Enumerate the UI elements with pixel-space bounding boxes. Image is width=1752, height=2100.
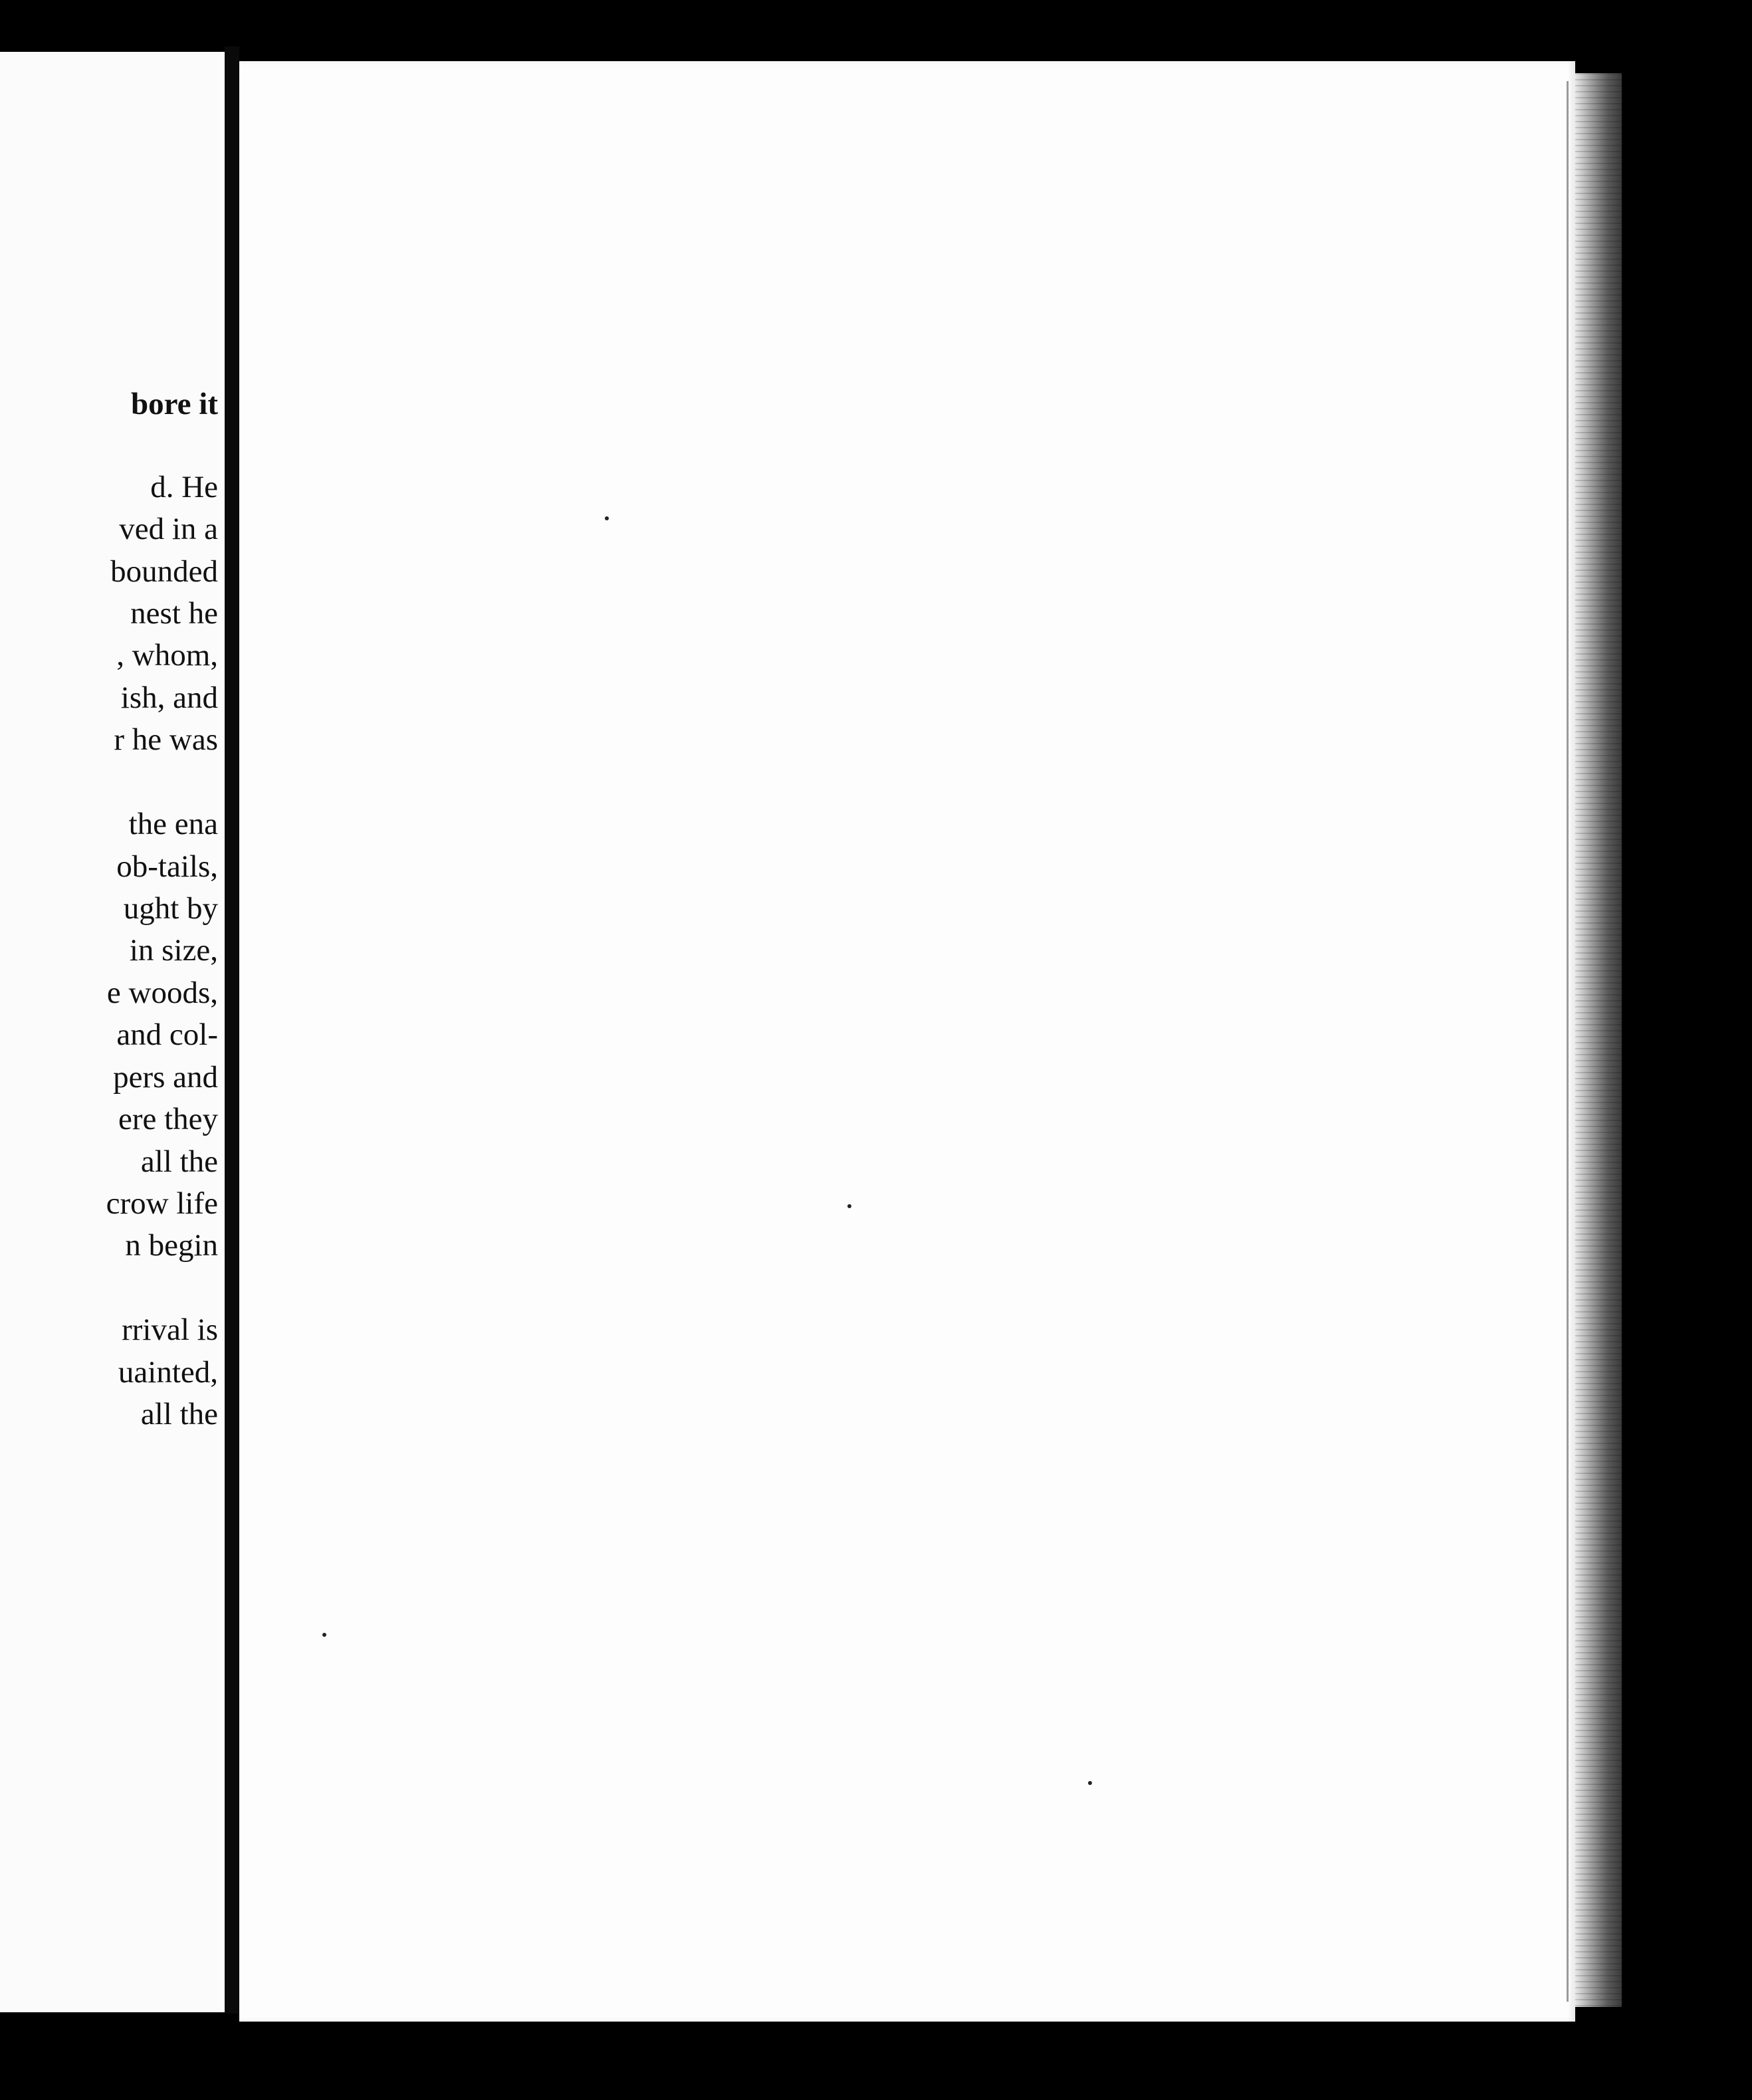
text-line: ish, and [120, 681, 218, 715]
text-line: all the [140, 1397, 218, 1431]
text-line: crow life [106, 1186, 218, 1221]
right-page-blank [239, 61, 1575, 2022]
dust-speck [605, 516, 609, 520]
text-line: uainted, [118, 1355, 218, 1390]
text-line: ught by [123, 891, 218, 926]
text-line: ved in a [119, 512, 218, 546]
text-line: ere they [118, 1102, 218, 1136]
text-line: rrival is [122, 1312, 218, 1347]
text-line: d. He [150, 470, 218, 504]
text-line: in size, [129, 933, 218, 968]
left-page [0, 52, 227, 2012]
text-line: r he was [114, 722, 218, 757]
text-line: , whom, [116, 638, 218, 673]
text-line: e woods, [106, 976, 218, 1010]
page-edge-line [1567, 81, 1569, 2002]
dust-speck [847, 1204, 851, 1208]
text-line: bounded [110, 554, 218, 589]
text-line: the ena [128, 807, 218, 841]
dust-speck [322, 1633, 326, 1637]
text-line: bore it [131, 387, 218, 421]
text-line: all the [140, 1144, 218, 1179]
text-line: n begin [125, 1228, 218, 1263]
text-line: nest he [130, 596, 218, 631]
dust-speck [1088, 1781, 1092, 1785]
text-line: and col- [116, 1017, 218, 1052]
book-gutter [225, 47, 239, 2014]
text-line: pers and [113, 1060, 218, 1095]
page-block-edges [1575, 73, 1622, 2007]
text-line: ob-tails, [116, 849, 218, 884]
